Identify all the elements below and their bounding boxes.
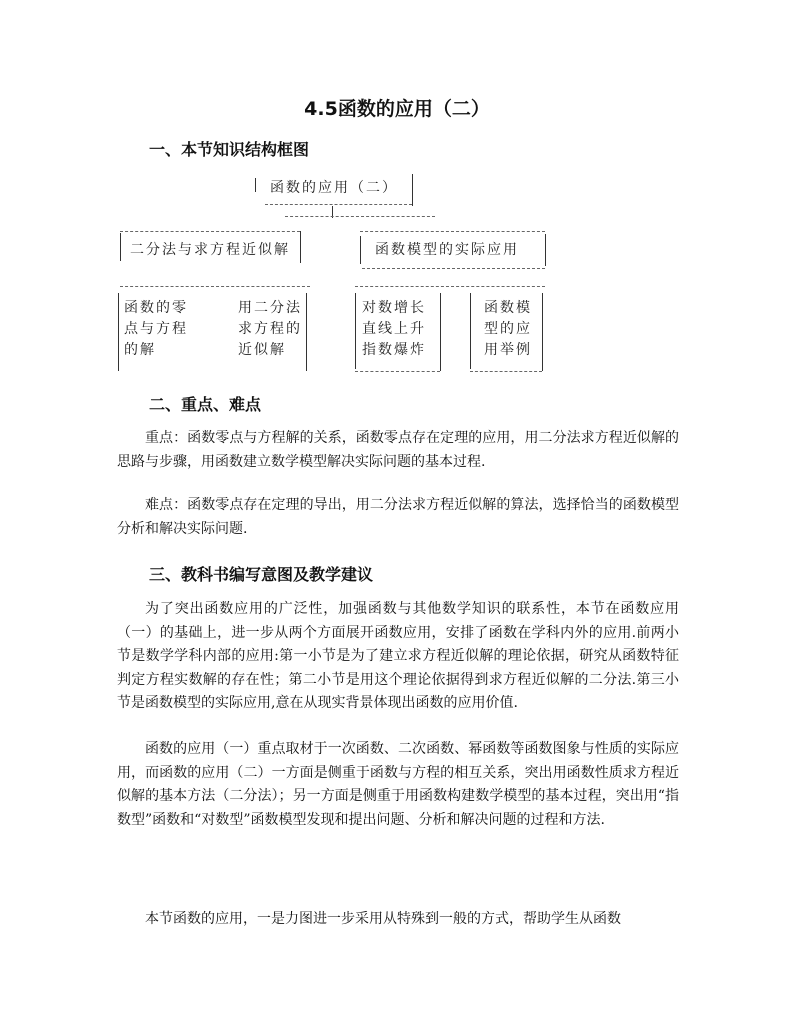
diagram-leaf-growth: 对数增长 直线上升 指数爆炸 xyxy=(362,300,426,358)
section-heading-structure: 一、本节知识结构框图 xyxy=(149,140,310,159)
diagram-leaf-zero-points: 函数的零 点与方程 的解 xyxy=(124,300,188,358)
section-heading-key-points: 二、重点、难点 xyxy=(149,395,262,414)
diagram-leaf-model-examples: 函数模 型的应 用举例 xyxy=(484,300,532,358)
teaching-paragraph-2: 函数的应用（一）重点取材于一次函数、二次函数、幂函数等函数图象与性质的实际应用，而函数的应用（二）一方面是侧重于函数与方程的相互关系，突出用函数性质求方程近似解的基本方法（二分法）；另一方面是侧重于用函数构建数学模型的基本过程，突出用“指数型”函数和“对数型”函数模型发现和提出问题、分析和解决问题的过程和方法. xyxy=(117,741,679,828)
section-heading-teaching: 三、教科书编写意图及教学建议 xyxy=(149,565,374,584)
teaching-paragraph-1: 为了突出函数应用的广泛性，加强函数与其他数学知识的联系性，本节在函数应用（一）的基础上，进一步从两个方面展开函数应用，安排了函数在学科内外的应用.前两小节是数学学科内部的应用:第一小节是为了建立求方程近似解的理论依据，研究从函数特征判定方程实数解的存在性；第二小节是用这个理论依据得到求方程近似解的二分法.第三小节是函数模型的实际应用,意在从现实背景体现出函数的应用价值. xyxy=(117,601,679,711)
diagram-root-node: 函数的应用（二） xyxy=(270,180,398,196)
key-points-paragraph: 重点：函数零点与方程解的关系，函数零点存在定理的应用，用二分法求方程近似解的思路与步骤，用函数建立数学模型解决实际问题的基本过程. xyxy=(117,430,679,470)
page-title: 4.5函数的应用（二） xyxy=(304,98,490,120)
knowledge-structure-diagram xyxy=(110,168,560,378)
difficult-points-paragraph: 难点：函数零点存在定理的导出，用二分法求方程近似解的算法，选择恰当的函数模型分析和解决实际问题. xyxy=(117,497,679,537)
diagram-leaf-bisection-method: 用二分法 求方程的 近似解 xyxy=(238,300,302,358)
teaching-paragraph-3: 本节函数的应用，一是力图进一步采用从特殊到一般的方式，帮助学生从函数 xyxy=(145,911,621,927)
diagram-node-models: 函数模型的实际应用 xyxy=(375,242,519,258)
diagram-node-bisection: 二分法与求方程近似解 xyxy=(130,242,290,258)
